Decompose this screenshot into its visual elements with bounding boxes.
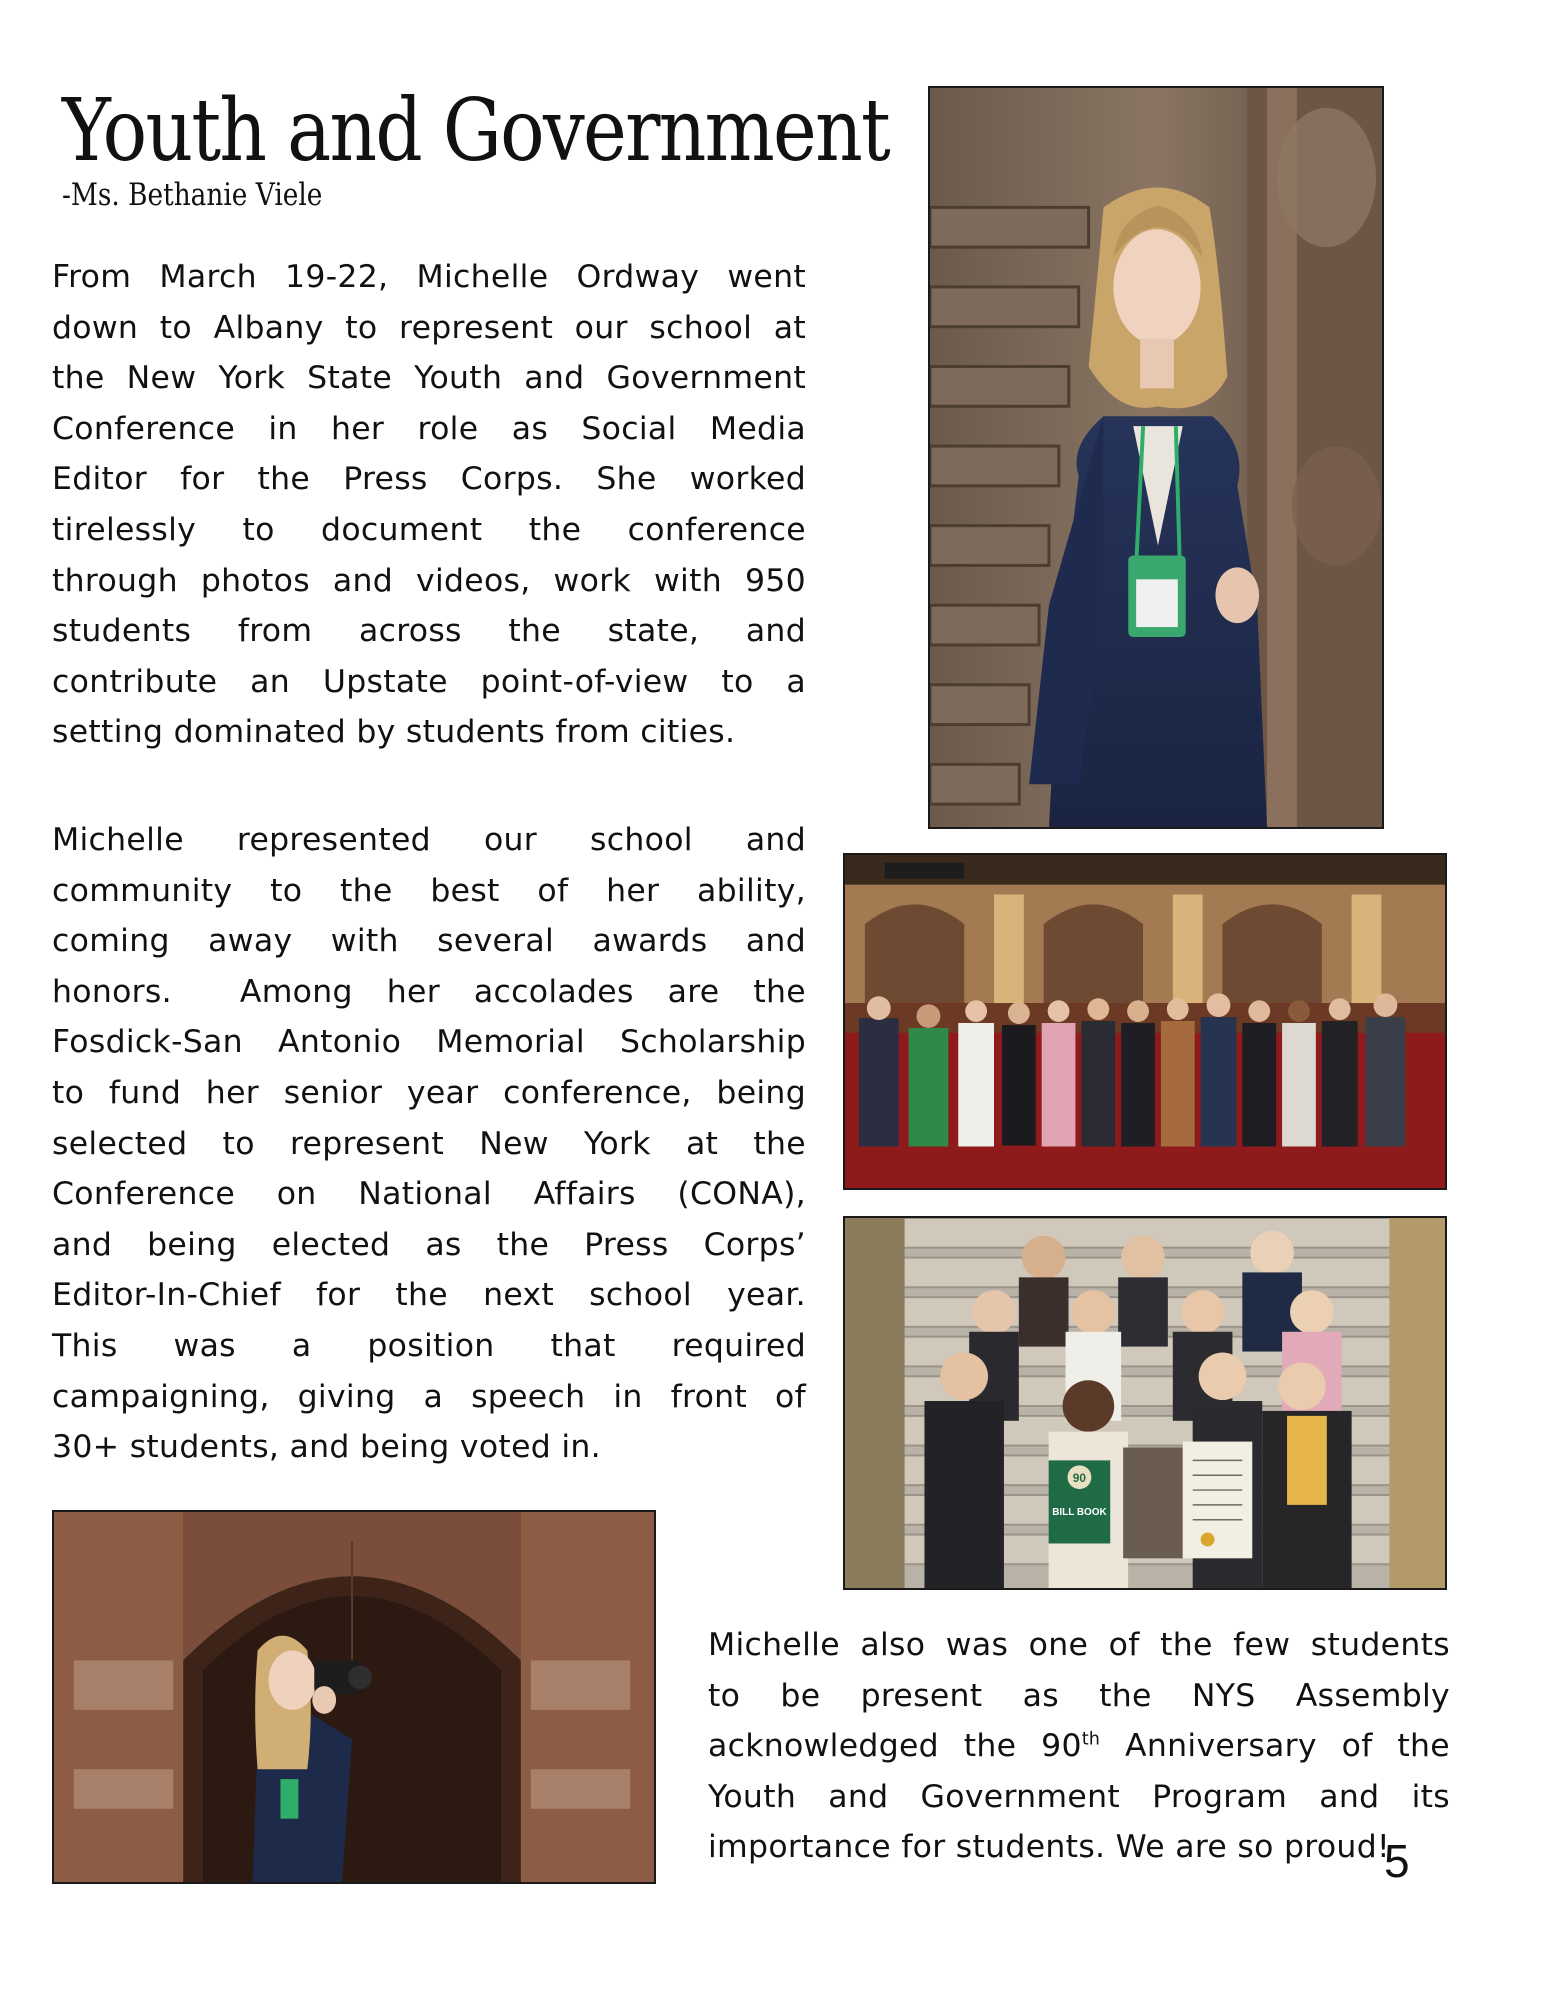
- text-line: Fosdick-San Antonio Memorial Scholarship: [52, 1024, 806, 1061]
- text-line: importance for students. We are so proud!: [708, 1829, 1390, 1866]
- text-line: Michelle also was one of the few students: [708, 1627, 1450, 1663]
- photo-group-staircase-bill-book: [843, 1216, 1447, 1590]
- text-line: This was a position that required: [52, 1327, 806, 1364]
- text-fragment: acknowledged the 90: [708, 1728, 1082, 1765]
- text-line: selected to represent New York at the: [52, 1125, 806, 1162]
- photo-student-with-camera: [52, 1510, 656, 1884]
- text-line: 30+ students, and being voted in.: [52, 1429, 601, 1466]
- paragraph-anniversary: [708, 1620, 1450, 1873]
- text-line: the New York State Youth and Government: [52, 360, 806, 397]
- text-line: down to Albany to represent our school at: [52, 309, 806, 346]
- byline: -Ms. Bethanie Viele: [62, 177, 323, 213]
- ordinal-suffix: th: [1081, 1729, 1101, 1750]
- page-number: 5: [1384, 1835, 1410, 1887]
- text-line: Youth and Government Program and its: [708, 1778, 1450, 1815]
- text-line: From March 19-22, Michelle Ordway went: [52, 259, 806, 295]
- text-line: to be present as the NYS Assembly: [708, 1677, 1450, 1714]
- text-line: and being elected as the Press Corps’: [52, 1226, 806, 1263]
- paragraph-awards: [52, 815, 806, 1473]
- text-line: Michelle represented our school and: [52, 822, 806, 858]
- text-line: setting dominated by students from cities.: [52, 714, 736, 751]
- text-line: Editor for the Press Corps. She worked: [52, 461, 806, 498]
- photo-portrait-staircase: [928, 86, 1384, 829]
- text-line: students from across the state, and: [52, 613, 806, 650]
- text-line: through photos and videos, work with 950: [52, 562, 806, 599]
- text-fragment: Anniversary of the: [1100, 1728, 1450, 1765]
- text-line: coming away with several awards and: [52, 923, 806, 960]
- text-line: [708, 1721, 1450, 1772]
- text-line: contribute an Upstate point-of-view to a: [52, 663, 806, 700]
- text-line: community to the best of her ability,: [52, 872, 806, 909]
- bill-book-label: BILL BOOK: [1052, 1506, 1107, 1518]
- text-line: Conference in her role as Social Media: [52, 410, 806, 447]
- text-line: tirelessly to document the conference: [52, 511, 806, 548]
- text-line: to fund her senior year conference, being: [52, 1074, 806, 1111]
- text-line: campaigning, giving a speech in front of: [52, 1378, 806, 1415]
- photo-group-assembly-chamber: [843, 853, 1447, 1190]
- text-line: honors. Among her accolades are the: [52, 973, 806, 1010]
- text-line: Conference on National Affairs (CONA),: [52, 1176, 806, 1213]
- badge-90: 90: [1072, 1471, 1087, 1486]
- article-title: Youth and Government: [62, 81, 890, 181]
- paragraph-intro: [52, 252, 806, 758]
- text-line: Editor-In-Chief for the next school year.: [52, 1277, 806, 1314]
